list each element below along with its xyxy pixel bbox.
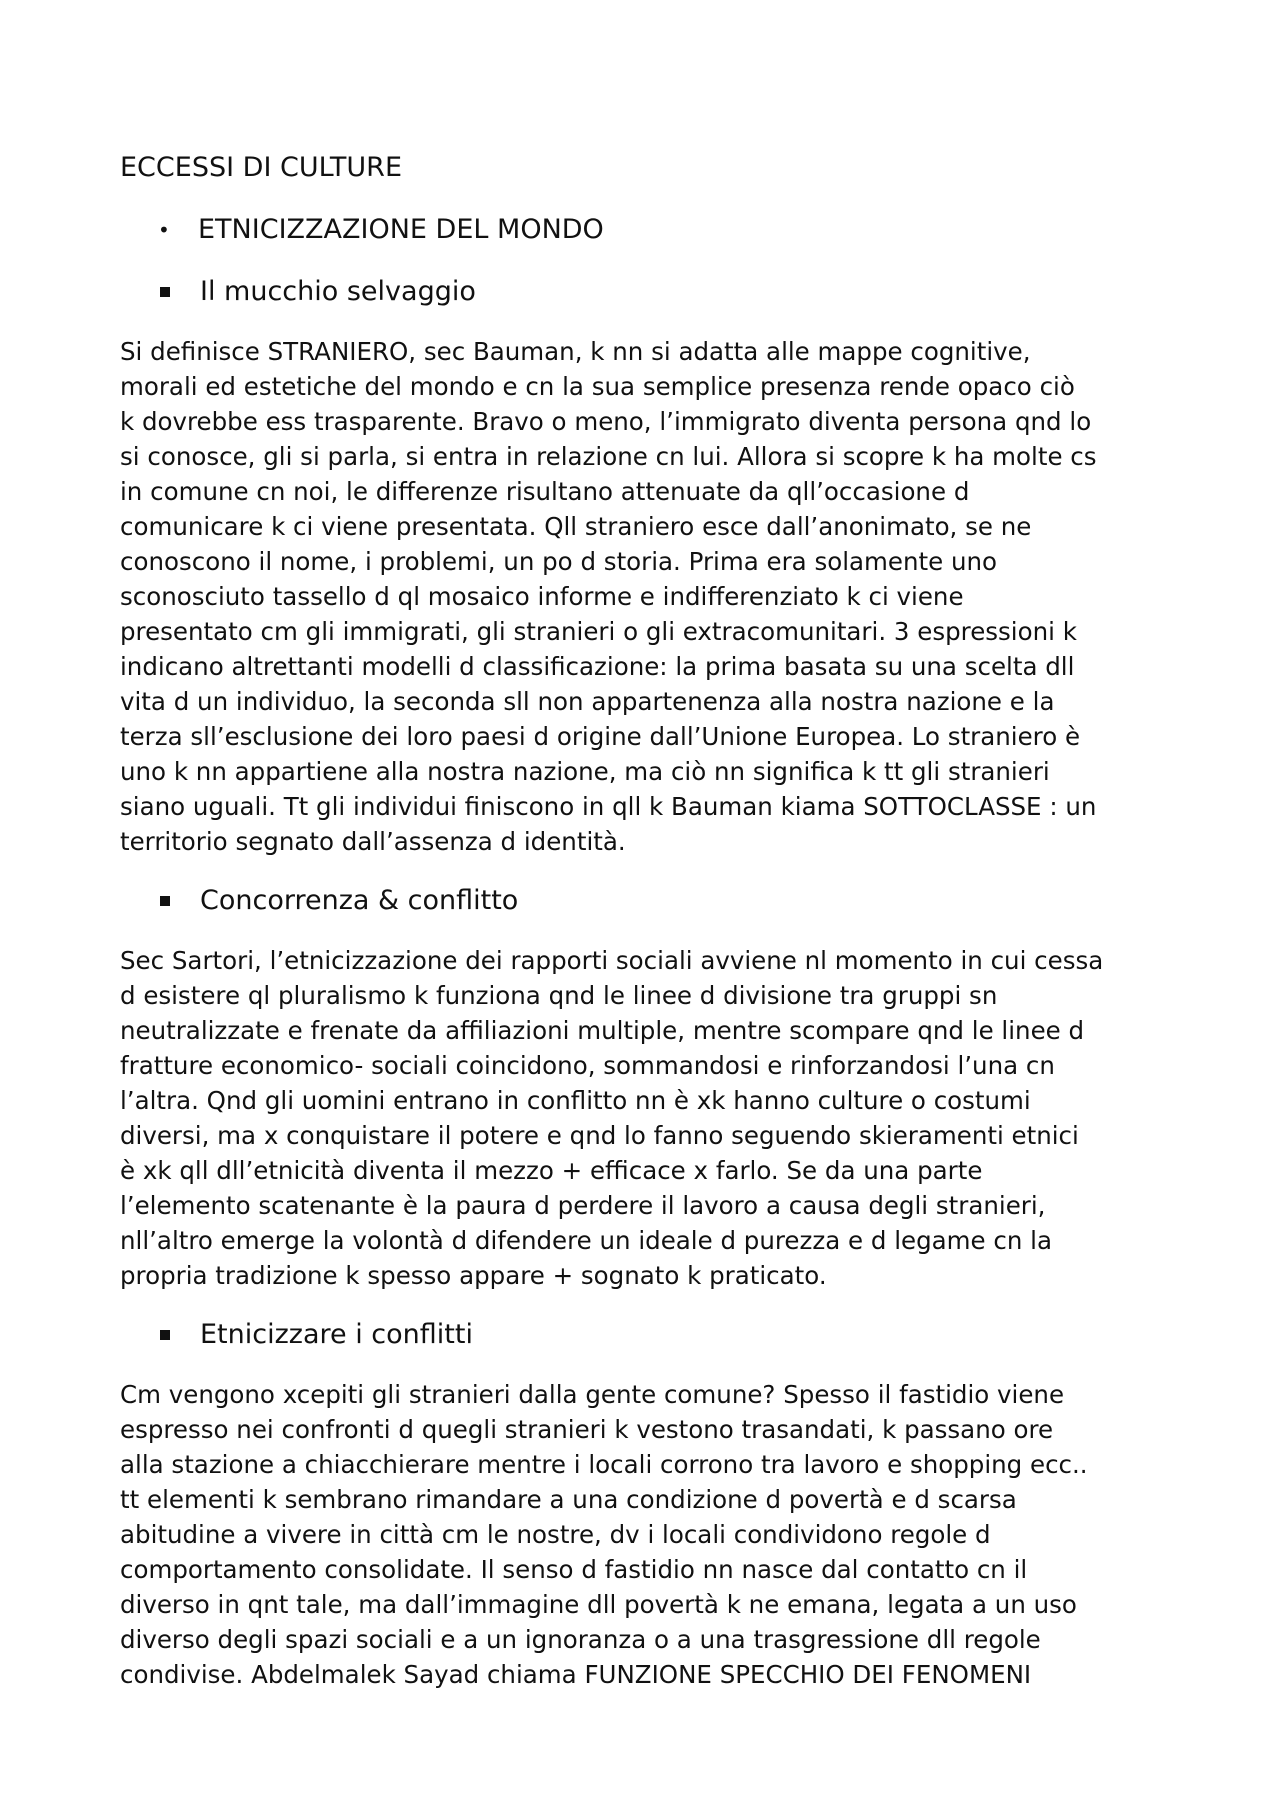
paragraph-line: sconosciuto tassello d ql mosaico informe e indifferenziato k ci viene	[120, 582, 964, 611]
paragraph-line: Cm vengono xcepiti gli stranieri dalla gente comune? Spesso il fastidio viene	[120, 1380, 1065, 1409]
paragraph-line: diverso in qnt tale, ma dall’immagine dll povertà k ne emana, legata a un uso	[120, 1590, 1077, 1619]
section-heading-row	[158, 210, 1170, 250]
paragraph-line: fratture economico- sociali coincidono, sommandosi e rinforzandosi l’una cn	[120, 1051, 1055, 1080]
paragraph-line: Si definisce STRANIERO, sec Bauman, k nn si adatta alle mappe cognitive,	[120, 337, 1031, 366]
square-bullet-icon	[160, 1330, 170, 1340]
document-title: ECCESSI DI CULTURE	[120, 152, 402, 183]
paragraph-line: presentato cm gli immigrati, gli stranieri o gli extracomunitari. 3 espressioni k	[120, 617, 1077, 646]
subsection-heading-row	[158, 1315, 1170, 1355]
bullet-dot-icon: •	[158, 218, 170, 242]
paragraph-line: conoscono il nome, i problemi, un po d storia. Prima era solamente uno	[120, 547, 998, 576]
subsection-heading: Il mucchio selvaggio	[200, 276, 476, 307]
paragraph-line: Sec Sartori, l’etnicizzazione dei rapporti sociali avviene nl momento in cui cessa	[120, 946, 1104, 975]
paragraph-line: propria tradizione k spesso appare + sognato k praticato.	[120, 1261, 827, 1290]
paragraph-line: diversi, ma x conquistare il potere e qnd lo fanno seguendo skieramenti etnici	[120, 1121, 1079, 1150]
paragraph-line: siano uguali. Tt gli individui finiscono in qll k Bauman kiama SOTTOCLASSE : un	[120, 792, 1097, 821]
paragraph-line: condivise. Abdelmalek Sayad chiama FUNZIONE SPECCHIO DEI FENOMENI	[120, 1660, 1032, 1689]
paragraph-line: vita d un individuo, la seconda sll non appartenenza alla nostra nazione e la	[120, 687, 1055, 716]
paragraph-line: alla stazione a chiacchierare mentre i locali corrono tra lavoro e shopping ecc..	[120, 1450, 1088, 1479]
square-bullet-icon	[160, 287, 170, 297]
paragraph-line: nll’altro emerge la volontà d difendere un ideale d purezza e d legame cn la	[120, 1226, 1052, 1255]
subsections-container	[120, 272, 1170, 1692]
subsection-paragraph	[120, 334, 1170, 859]
subsection-heading-row	[158, 881, 1170, 921]
document-page	[120, 148, 1170, 1714]
paragraph-line: in comune cn noi, le differenze risultano attenuate da qll’occasione d	[120, 477, 970, 506]
paragraph-line: l’altra. Qnd gli uomini entrano in conflitto nn è xk hanno culture o costumi	[120, 1086, 1031, 1115]
subsection-paragraph	[120, 943, 1170, 1293]
paragraph-line: diverso degli spazi sociali e a un ignoranza o a una trasgressione dll regole	[120, 1625, 1041, 1654]
paragraph-line: è xk qll dll’etnicità diventa il mezzo + efficace x farlo. Se da una parte	[120, 1156, 983, 1185]
subsection-paragraph	[120, 1377, 1170, 1692]
paragraph-line: tt elementi k sembrano rimandare a una condizione d povertà e d scarsa	[120, 1485, 1017, 1514]
paragraph-line: uno k nn appartiene alla nostra nazione, ma ciò nn significa k tt gli stranieri	[120, 757, 1050, 786]
subsection-heading: Concorrenza & conflitto	[200, 885, 519, 916]
paragraph-line: espresso nei confronti d quegli stranieri k vestono trasandati, k passano ore	[120, 1415, 1054, 1444]
paragraph-line: comunicare k ci viene presentata. Qll straniero esce dall’anonimato, se ne	[120, 512, 1032, 541]
paragraph-line: l’elemento scatenante è la paura d perdere il lavoro a causa degli stranieri,	[120, 1191, 1046, 1220]
subsection-heading: Etnicizzare i conflitti	[200, 1319, 473, 1350]
paragraph-line: d esistere ql pluralismo k funziona qnd le linee d divisione tra gruppi sn	[120, 981, 998, 1010]
paragraph-line: k dovrebbe ess trasparente. Bravo o meno, l’immigrato diventa persona qnd lo	[120, 407, 1092, 436]
paragraph-line: territorio segnato dall’assenza d identità.	[120, 827, 626, 856]
paragraph-line: indicano altrettanti modelli d classificazione: la prima basata su una scelta dll	[120, 652, 1075, 681]
paragraph-line: comportamento consolidate. Il senso d fastidio nn nasce dal contatto cn il	[120, 1555, 1028, 1584]
paragraph-line: neutralizzate e frenate da affiliazioni multiple, mentre scompare qnd le linee d	[120, 1016, 1085, 1045]
paragraph-line: terza sll’esclusione dei loro paesi d origine dall’Unione Europea. Lo straniero è	[120, 722, 1081, 751]
square-bullet-icon	[160, 896, 170, 906]
section-heading: ETNICIZZAZIONE DEL MONDO	[198, 214, 604, 245]
paragraph-line: morali ed estetiche del mondo e cn la sua semplice presenza rende opaco ciò	[120, 372, 1075, 401]
subsection-heading-row	[158, 272, 1170, 312]
paragraph-line: si conosce, gli si parla, si entra in relazione cn lui. Allora si scopre k ha molte cs	[120, 442, 1097, 471]
paragraph-line: abitudine a vivere in città cm le nostre, dv i locali condividono regole d	[120, 1520, 991, 1549]
